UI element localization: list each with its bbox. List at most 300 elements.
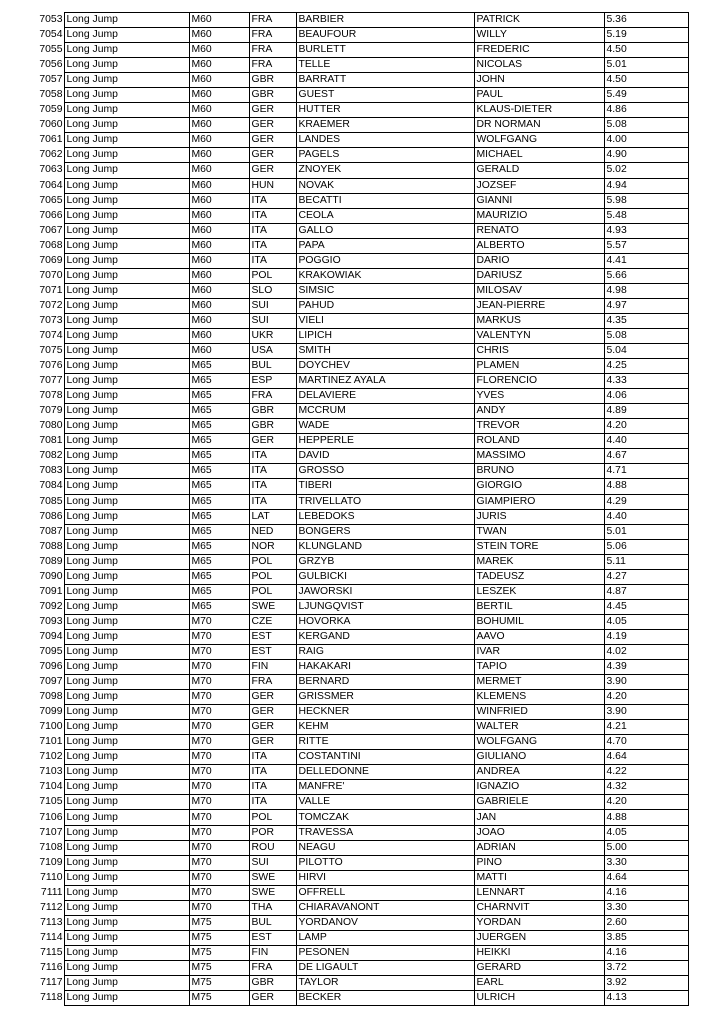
- entry-number-cell: 7070: [39, 269, 63, 281]
- mark-cell: 5.02: [604, 163, 688, 178]
- mark-cell: 5.11: [604, 554, 688, 569]
- event-cell: Long Jump: [64, 148, 189, 163]
- surname-cell: BECATTI: [296, 193, 474, 208]
- first-name-cell: ANDY: [474, 404, 604, 419]
- surname-cell: HIRVI: [296, 870, 474, 885]
- country-cell: SLO: [249, 283, 296, 298]
- mark-cell: 4.40: [604, 434, 688, 449]
- entry-number-cell: 7069: [39, 254, 63, 266]
- surname-cell: HUTTER: [296, 103, 474, 118]
- country-cell: GER: [249, 720, 296, 735]
- entry-number-cell: 7113: [40, 916, 63, 928]
- age-category-cell: M60: [189, 193, 249, 208]
- entry-number-cell: 7096: [39, 661, 63, 673]
- country-cell: CZE: [249, 614, 296, 629]
- mark-cell: 5.36: [604, 13, 688, 28]
- first-name-cell: GIORGIO: [474, 479, 604, 494]
- mark-cell: 4.71: [604, 464, 688, 479]
- country-cell: ITA: [249, 494, 296, 509]
- entry-number-cell: 7073: [39, 314, 63, 326]
- table-row: [24, 88, 688, 103]
- table-row: [24, 750, 688, 765]
- event-cell: Long Jump: [64, 434, 189, 449]
- table-row: [24, 780, 688, 795]
- mark-cell: 4.25: [604, 359, 688, 374]
- age-category-cell: M60: [189, 163, 249, 178]
- surname-cell: BARBIER: [296, 13, 474, 28]
- entry-number-cell: 7064: [39, 179, 63, 191]
- entry-number-cell: 7118: [40, 992, 63, 1004]
- event-cell: Long Jump: [64, 238, 189, 253]
- event-cell: Long Jump: [64, 449, 189, 464]
- entry-number-cell: 7101: [39, 736, 63, 748]
- first-name-cell: WOLFGANG: [474, 735, 604, 750]
- entry-number-cell: 7116: [40, 961, 63, 973]
- country-cell: ITA: [249, 464, 296, 479]
- surname-cell: TRAVESSA: [296, 825, 474, 840]
- surname-cell: RAIG: [296, 644, 474, 659]
- country-cell: SWE: [249, 885, 296, 900]
- mark-cell: 4.20: [604, 690, 688, 705]
- table-row: [24, 539, 688, 554]
- event-cell: Long Jump: [64, 900, 189, 915]
- surname-cell: GALLO: [296, 223, 474, 238]
- surname-cell: LJUNGQVIST: [296, 599, 474, 614]
- age-category-cell: M65: [189, 374, 249, 389]
- entry-number-cell: 7100: [39, 721, 63, 733]
- table-row: [24, 705, 688, 720]
- entry-number-cell: 7063: [39, 164, 63, 176]
- event-cell: Long Jump: [64, 720, 189, 735]
- surname-cell: SIMSIC: [296, 283, 474, 298]
- age-category-cell: M65: [189, 449, 249, 464]
- surname-cell: TOMCZAK: [296, 810, 474, 825]
- entry-number-cell: 7106: [39, 811, 63, 823]
- table-row: [24, 238, 688, 253]
- country-cell: BUL: [249, 915, 296, 930]
- age-category-cell: M65: [189, 464, 249, 479]
- table-row: [24, 419, 688, 434]
- table-row: [24, 930, 688, 945]
- event-cell: Long Jump: [64, 539, 189, 554]
- table-row: [24, 13, 688, 28]
- mark-cell: 4.41: [604, 253, 688, 268]
- table-row: [24, 328, 688, 343]
- first-name-cell: JOAO: [474, 825, 604, 840]
- first-name-cell: STEIN TORE: [474, 539, 604, 554]
- mark-cell: 4.88: [604, 810, 688, 825]
- table-row: [24, 976, 688, 991]
- entry-number-cell: 7083: [39, 465, 63, 477]
- table-row: [24, 268, 688, 283]
- age-category-cell: M70: [189, 675, 249, 690]
- first-name-cell: DARIO: [474, 253, 604, 268]
- event-cell: Long Jump: [64, 283, 189, 298]
- country-cell: GER: [249, 148, 296, 163]
- country-cell: ITA: [249, 795, 296, 810]
- age-category-cell: M65: [189, 419, 249, 434]
- age-category-cell: M70: [189, 855, 249, 870]
- age-category-cell: M70: [189, 780, 249, 795]
- first-name-cell: WOLFGANG: [474, 133, 604, 148]
- event-cell: Long Jump: [64, 930, 189, 945]
- table-row: [24, 389, 688, 404]
- event-cell: Long Jump: [64, 765, 189, 780]
- country-cell: GBR: [249, 404, 296, 419]
- age-category-cell: M65: [189, 479, 249, 494]
- surname-cell: DELLEDONNE: [296, 765, 474, 780]
- table-row: [24, 900, 688, 915]
- event-cell: Long Jump: [64, 675, 189, 690]
- age-category-cell: M70: [189, 690, 249, 705]
- entry-number-cell: 7061: [39, 134, 63, 146]
- event-cell: Long Jump: [64, 840, 189, 855]
- entry-number-cell: 7109: [39, 856, 63, 868]
- country-cell: FIN: [249, 660, 296, 675]
- country-cell: ITA: [249, 193, 296, 208]
- mark-cell: 4.39: [604, 660, 688, 675]
- mark-cell: 4.97: [604, 298, 688, 313]
- table-row: [24, 584, 688, 599]
- event-cell: Long Jump: [64, 193, 189, 208]
- entry-number-cell: 7112: [40, 901, 63, 913]
- surname-cell: POGGIO: [296, 253, 474, 268]
- entry-number-cell: 7115: [40, 946, 63, 958]
- mark-cell: 4.29: [604, 494, 688, 509]
- first-name-cell: ADRIAN: [474, 840, 604, 855]
- surname-cell: KRAKOWIAK: [296, 268, 474, 283]
- country-cell: GBR: [249, 419, 296, 434]
- table-row: [24, 795, 688, 810]
- entry-number-cell: 7103: [39, 766, 63, 778]
- first-name-cell: ANDREA: [474, 765, 604, 780]
- first-name-cell: TADEUSZ: [474, 569, 604, 584]
- first-name-cell: NICOLAS: [474, 58, 604, 73]
- first-name-cell: MATTI: [474, 870, 604, 885]
- surname-cell: PAPA: [296, 238, 474, 253]
- mark-cell: 4.67: [604, 449, 688, 464]
- table-row: [24, 915, 688, 930]
- table-row: [24, 374, 688, 389]
- table-row: [24, 840, 688, 855]
- entry-number-cell: 7055: [39, 44, 63, 56]
- country-cell: POL: [249, 584, 296, 599]
- entry-number-cell: 7076: [39, 360, 63, 372]
- country-cell: GER: [249, 705, 296, 720]
- entry-number-cell: 7060: [39, 119, 63, 131]
- first-name-cell: WINFRIED: [474, 705, 604, 720]
- mark-cell: 5.08: [604, 328, 688, 343]
- surname-cell: BURLETT: [296, 43, 474, 58]
- first-name-cell: PINO: [474, 855, 604, 870]
- first-name-cell: IVAR: [474, 644, 604, 659]
- age-category-cell: M70: [189, 765, 249, 780]
- first-name-cell: ROLAND: [474, 434, 604, 449]
- age-category-cell: M70: [189, 660, 249, 675]
- event-cell: Long Jump: [64, 795, 189, 810]
- mark-cell: 5.08: [604, 118, 688, 133]
- mark-cell: 4.90: [604, 148, 688, 163]
- entry-number-cell: 7087: [39, 525, 63, 537]
- first-name-cell: PAUL: [474, 88, 604, 103]
- event-cell: Long Jump: [64, 690, 189, 705]
- event-cell: Long Jump: [64, 870, 189, 885]
- country-cell: FRA: [249, 389, 296, 404]
- event-cell: Long Jump: [64, 660, 189, 675]
- results-table: [24, 12, 689, 1006]
- mark-cell: 4.00: [604, 133, 688, 148]
- country-cell: POL: [249, 569, 296, 584]
- entry-number-cell: 7068: [39, 239, 63, 251]
- age-category-cell: M60: [189, 253, 249, 268]
- event-cell: Long Jump: [64, 885, 189, 900]
- first-name-cell: CHARNVIT: [474, 900, 604, 915]
- age-category-cell: M65: [189, 404, 249, 419]
- country-cell: ITA: [249, 449, 296, 464]
- first-name-cell: KLEMENS: [474, 690, 604, 705]
- surname-cell: PESONEN: [296, 945, 474, 960]
- age-category-cell: M75: [189, 976, 249, 991]
- country-cell: SUI: [249, 298, 296, 313]
- event-cell: Long Jump: [64, 404, 189, 419]
- table-row: [24, 404, 688, 419]
- mark-cell: 4.35: [604, 313, 688, 328]
- age-category-cell: M70: [189, 840, 249, 855]
- event-cell: Long Jump: [64, 464, 189, 479]
- entry-number-cell: 7093: [39, 615, 63, 627]
- event-cell: Long Jump: [64, 253, 189, 268]
- first-name-cell: TWAN: [474, 524, 604, 539]
- first-name-cell: MASSIMO: [474, 449, 604, 464]
- mark-cell: 4.27: [604, 569, 688, 584]
- event-cell: Long Jump: [64, 945, 189, 960]
- event-cell: Long Jump: [64, 494, 189, 509]
- surname-cell: RITTE: [296, 735, 474, 750]
- event-cell: Long Jump: [64, 991, 189, 1006]
- age-category-cell: M75: [189, 930, 249, 945]
- surname-cell: DAVID: [296, 449, 474, 464]
- first-name-cell: KLAUS-DIETER: [474, 103, 604, 118]
- mark-cell: 4.98: [604, 283, 688, 298]
- age-category-cell: M75: [189, 945, 249, 960]
- country-cell: POL: [249, 268, 296, 283]
- age-category-cell: M70: [189, 629, 249, 644]
- table-row: [24, 133, 688, 148]
- entry-number-cell: 7098: [39, 691, 63, 703]
- age-category-cell: M60: [189, 133, 249, 148]
- surname-cell: WADE: [296, 419, 474, 434]
- age-category-cell: M60: [189, 148, 249, 163]
- mark-cell: 3.90: [604, 705, 688, 720]
- country-cell: FIN: [249, 945, 296, 960]
- first-name-cell: TREVOR: [474, 419, 604, 434]
- mark-cell: 3.85: [604, 930, 688, 945]
- mark-cell: 2.60: [604, 915, 688, 930]
- mark-cell: 3.90: [604, 675, 688, 690]
- mark-cell: 4.45: [604, 599, 688, 614]
- country-cell: FRA: [249, 960, 296, 975]
- age-category-cell: M60: [189, 298, 249, 313]
- surname-cell: YORDANOV: [296, 915, 474, 930]
- entry-number-cell: 7071: [39, 284, 63, 296]
- table-row: [24, 945, 688, 960]
- surname-cell: HECKNER: [296, 705, 474, 720]
- table-row: [24, 43, 688, 58]
- table-row: [24, 464, 688, 479]
- first-name-cell: DR NORMAN: [474, 118, 604, 133]
- country-cell: BUL: [249, 359, 296, 374]
- country-cell: NED: [249, 524, 296, 539]
- event-cell: Long Jump: [64, 298, 189, 313]
- surname-cell: COSTANTINI: [296, 750, 474, 765]
- first-name-cell: WALTER: [474, 720, 604, 735]
- first-name-cell: JURIS: [474, 509, 604, 524]
- mark-cell: 4.16: [604, 945, 688, 960]
- table-row: [24, 178, 688, 193]
- country-cell: NOR: [249, 539, 296, 554]
- mark-cell: 4.33: [604, 374, 688, 389]
- age-category-cell: M70: [189, 900, 249, 915]
- entry-number-cell: 7092: [39, 600, 63, 612]
- age-category-cell: M60: [189, 13, 249, 28]
- age-category-cell: M70: [189, 720, 249, 735]
- event-cell: Long Jump: [64, 374, 189, 389]
- table-row: [24, 509, 688, 524]
- mark-cell: 5.06: [604, 539, 688, 554]
- table-row: [24, 253, 688, 268]
- first-name-cell: ULRICH: [474, 991, 604, 1006]
- entry-number-cell: 7058: [39, 89, 63, 101]
- surname-cell: DOYCHEV: [296, 359, 474, 374]
- surname-cell: KLUNGLAND: [296, 539, 474, 554]
- country-cell: POL: [249, 554, 296, 569]
- first-name-cell: ALBERTO: [474, 238, 604, 253]
- table-row: [24, 73, 688, 88]
- country-cell: SUI: [249, 313, 296, 328]
- entry-number-cell: 7067: [39, 224, 63, 236]
- country-cell: ITA: [249, 750, 296, 765]
- country-cell: FRA: [249, 58, 296, 73]
- table-row: [24, 991, 688, 1006]
- event-cell: Long Jump: [64, 103, 189, 118]
- country-cell: GER: [249, 133, 296, 148]
- mark-cell: 5.01: [604, 58, 688, 73]
- age-category-cell: M60: [189, 238, 249, 253]
- age-category-cell: M60: [189, 103, 249, 118]
- country-cell: GER: [249, 434, 296, 449]
- age-category-cell: M60: [189, 313, 249, 328]
- country-cell: ITA: [249, 223, 296, 238]
- event-cell: Long Jump: [64, 780, 189, 795]
- country-cell: POR: [249, 825, 296, 840]
- mark-cell: 4.22: [604, 765, 688, 780]
- mark-cell: 3.30: [604, 900, 688, 915]
- surname-cell: BERNARD: [296, 675, 474, 690]
- surname-cell: NEAGU: [296, 840, 474, 855]
- age-category-cell: M65: [189, 524, 249, 539]
- mark-cell: 4.02: [604, 644, 688, 659]
- mark-cell: 4.19: [604, 629, 688, 644]
- country-cell: USA: [249, 344, 296, 359]
- country-cell: GER: [249, 103, 296, 118]
- table-row: [24, 885, 688, 900]
- country-cell: EST: [249, 930, 296, 945]
- first-name-cell: MAURIZIO: [474, 208, 604, 223]
- event-cell: Long Jump: [64, 328, 189, 343]
- event-cell: Long Jump: [64, 419, 189, 434]
- mark-cell: 3.30: [604, 855, 688, 870]
- entry-number-cell: 7085: [39, 495, 63, 507]
- mark-cell: 4.40: [604, 509, 688, 524]
- event-cell: Long Jump: [64, 915, 189, 930]
- mark-cell: 4.93: [604, 223, 688, 238]
- country-cell: GBR: [249, 976, 296, 991]
- entry-number-cell: 7095: [39, 645, 63, 657]
- age-category-cell: M75: [189, 915, 249, 930]
- surname-cell: TAYLOR: [296, 976, 474, 991]
- first-name-cell: GERARD: [474, 960, 604, 975]
- surname-cell: GULBICKI: [296, 569, 474, 584]
- surname-cell: SMITH: [296, 344, 474, 359]
- table-row: [24, 855, 688, 870]
- entry-number-cell: 7074: [39, 330, 63, 341]
- event-cell: Long Jump: [64, 976, 189, 991]
- first-name-cell: HEIKKI: [474, 945, 604, 960]
- age-category-cell: M70: [189, 614, 249, 629]
- mark-cell: 5.04: [604, 344, 688, 359]
- table-row: [24, 344, 688, 359]
- mark-cell: 4.20: [604, 795, 688, 810]
- age-category-cell: M60: [189, 208, 249, 223]
- first-name-cell: GABRIELE: [474, 795, 604, 810]
- entry-number-cell: 7091: [39, 585, 63, 597]
- first-name-cell: MILOSAV: [474, 283, 604, 298]
- event-cell: Long Jump: [64, 344, 189, 359]
- surname-cell: NOVAK: [296, 178, 474, 193]
- first-name-cell: JUERGEN: [474, 930, 604, 945]
- first-name-cell: MICHAEL: [474, 148, 604, 163]
- entry-number-cell: 7099: [39, 706, 63, 718]
- first-name-cell: YVES: [474, 389, 604, 404]
- country-cell: HUN: [249, 178, 296, 193]
- event-cell: Long Jump: [64, 479, 189, 494]
- age-category-cell: M65: [189, 359, 249, 374]
- surname-cell: LIPICH: [296, 328, 474, 343]
- country-cell: ROU: [249, 840, 296, 855]
- first-name-cell: RENATO: [474, 223, 604, 238]
- mark-cell: 4.64: [604, 870, 688, 885]
- event-cell: Long Jump: [64, 705, 189, 720]
- event-cell: Long Jump: [64, 133, 189, 148]
- age-category-cell: M60: [189, 88, 249, 103]
- entry-number-cell: 7111: [40, 886, 63, 898]
- first-name-cell: VALENTYN: [474, 328, 604, 343]
- surname-cell: DELAVIERE: [296, 389, 474, 404]
- first-name-cell: GIULIANO: [474, 750, 604, 765]
- mark-cell: 3.72: [604, 960, 688, 975]
- first-name-cell: TAPIO: [474, 660, 604, 675]
- entry-number-cell: 7084: [39, 480, 63, 492]
- country-cell: FRA: [249, 675, 296, 690]
- country-cell: ITA: [249, 765, 296, 780]
- age-category-cell: M65: [189, 539, 249, 554]
- first-name-cell: YORDAN: [474, 915, 604, 930]
- table-row: [24, 765, 688, 780]
- first-name-cell: BRUNO: [474, 464, 604, 479]
- event-cell: Long Jump: [64, 43, 189, 58]
- first-name-cell: CHRIS: [474, 344, 604, 359]
- surname-cell: OFFRELL: [296, 885, 474, 900]
